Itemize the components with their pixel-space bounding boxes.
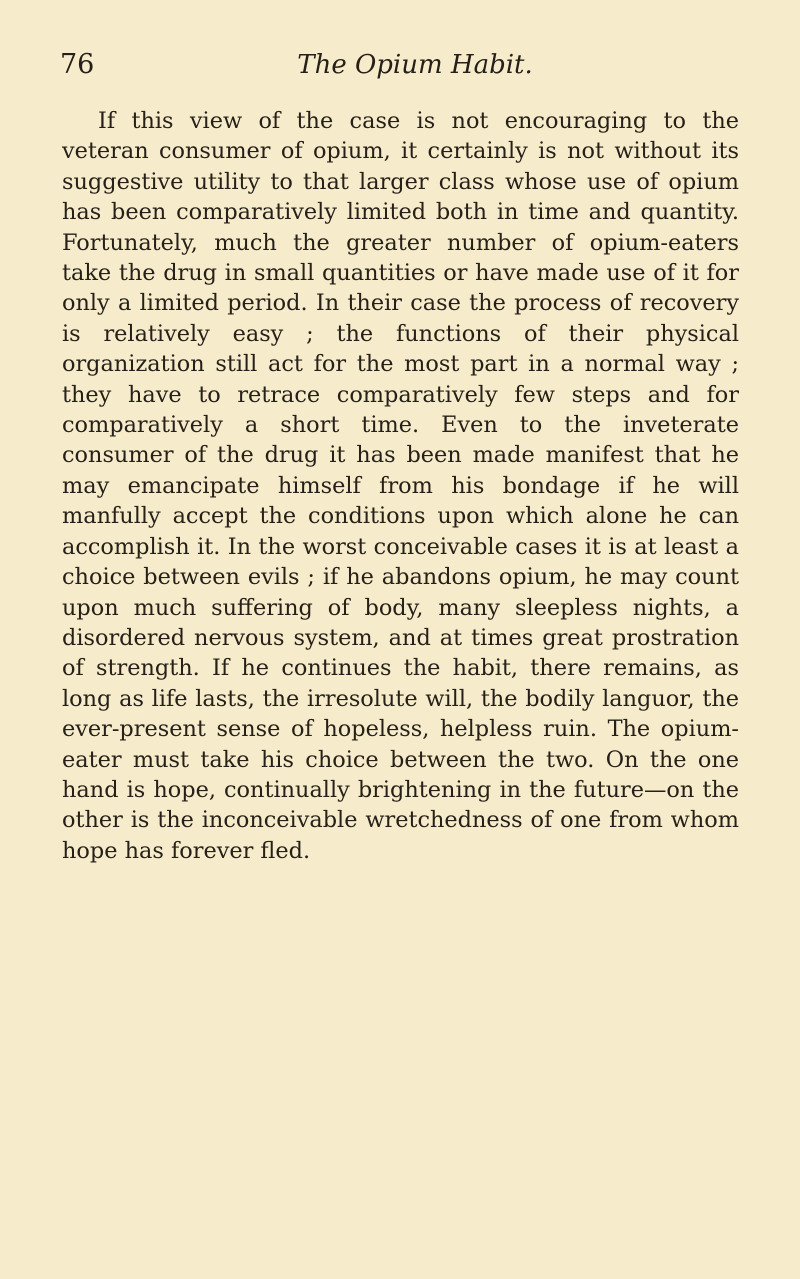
page-number: 76 (60, 49, 95, 80)
body-paragraph: If this view of the case is not encouraging to the veteran consumer of opium, it certainly is not without its suggestive utility to that larger class whose use of opium has been comparatively limited both in time and quantity. Fortunately, much the greater number of opium-eaters take the drug in small quantities or have made use of it for only a limited period. In their case the process of recovery is relatively easy ; the functions of their physical organization still act for the most part in a normal way ; they have to retrace comparatively few steps and for comparatively a short time. Even to the inveterate consumer of the drug it has been made manifest that he may emancipate himself from his bondage if he will manfully accept the conditions upon which alone he can accomplish it. In the worst conceivable cases it is at least a choice between evils ; if he abandons opium, he may count upon much suffering of body, many sleepless nights, a disordered nervous system, and at times great prostration of strength. If he continues the habit, there remains, as long as life lasts, the irresolute will, the bodily languor, the ever-present sense of hopeless, helpless ruin. The opium-eater must take his choice between the two. On the one hand is hope, continually brightening in the future—on the other is the inconceivable wretchedness of one from whom hope has forever fled. (62, 108, 739, 864)
page-header (60, 48, 740, 88)
running-title: The Opium Habit. (297, 50, 533, 80)
